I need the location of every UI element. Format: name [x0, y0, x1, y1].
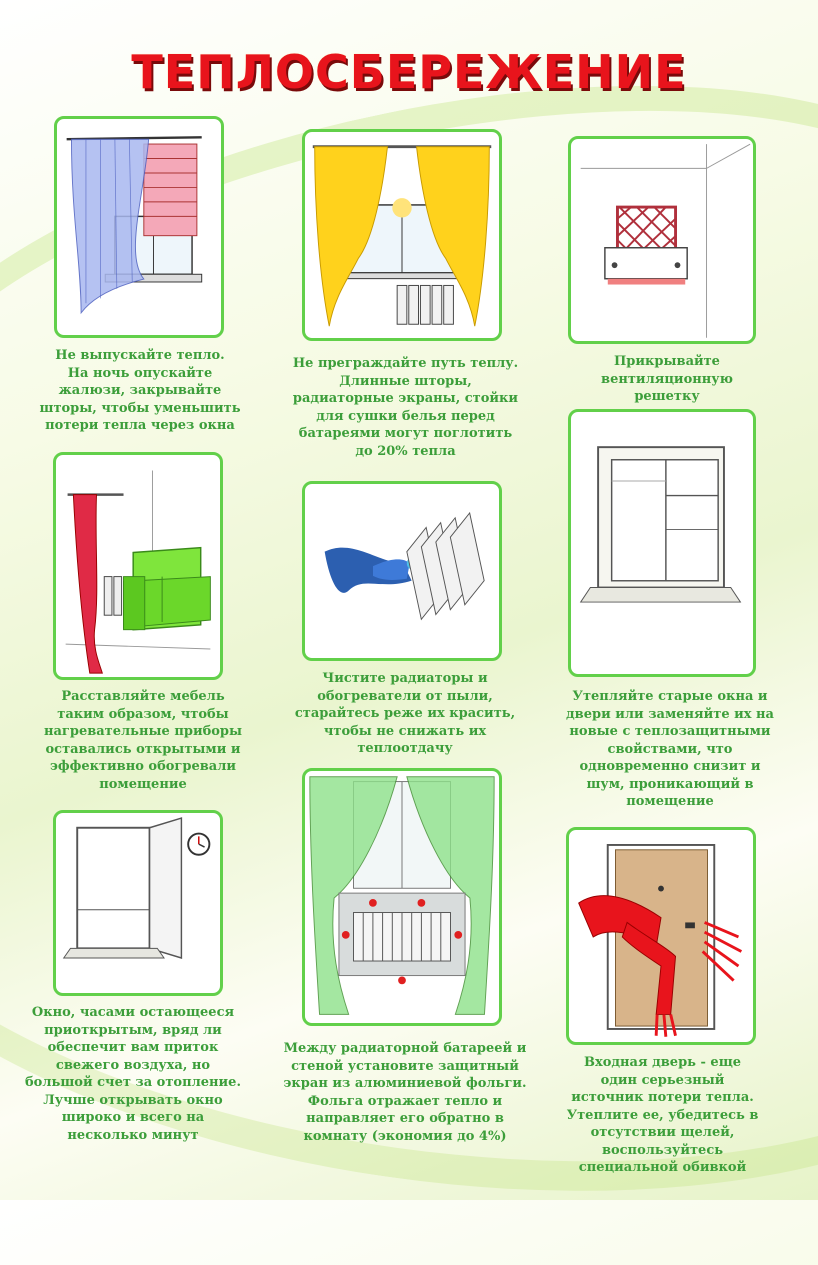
tip-caption [540, 688, 800, 811]
caption-line: Прикрывайте [614, 354, 720, 369]
foil-screen-illustration [305, 771, 499, 1023]
caption-line: таким образом, чтобы [57, 706, 229, 722]
caption-line: двери или заменяйте их на [566, 706, 774, 722]
caption-line: экран из алюминиевой фольги. [283, 1076, 527, 1091]
yellow-curtains-illustration [305, 132, 499, 338]
caption-line: нагревательные приборы [43, 724, 243, 739]
caption-line: Утеплите ее, убедитесь в [566, 1107, 759, 1123]
tip-caption [530, 1054, 795, 1177]
caption-line: вентиляционную [601, 371, 733, 387]
caption-line: один серьезный [600, 1072, 725, 1088]
caption-line: потери тепла через окна [45, 418, 235, 433]
illustration-card [54, 116, 224, 338]
door-scarf-illustration [569, 830, 753, 1042]
illustration-card [566, 827, 756, 1045]
illustration-card [302, 129, 502, 341]
caption-line: широко и всего на [61, 1110, 205, 1125]
caption-line: теплоотдачу [357, 741, 453, 756]
caption-line: большой счет за отопление. [25, 1075, 241, 1090]
caption-line: чтобы не снижать их [323, 723, 487, 739]
caption-line: направляет его обратно в [306, 1111, 504, 1126]
caption-line: батареями могут поглотить [298, 426, 513, 441]
caption-line: жалюзи, закрывайте [58, 383, 222, 398]
caption-line: новые с теплозащитными [569, 724, 771, 739]
tip-caption [572, 353, 762, 406]
caption-line: Входная дверь - еще [583, 1055, 742, 1070]
caption-line: приоткрытым, вряд ли [44, 1022, 222, 1038]
caption-line: обогреватели от пыли, [317, 688, 493, 704]
caption-line: свойствами, что [607, 741, 733, 757]
caption-line: источник потери тепла. [571, 1090, 754, 1105]
illustration-card [53, 810, 223, 996]
caption-line: специальной обивкой [578, 1160, 747, 1175]
caption-line: обеспечит вам приток [47, 1040, 219, 1055]
caption-line: воспользуйтесь [601, 1142, 724, 1158]
caption-line: отсутствии щелей, [590, 1125, 735, 1140]
caption-line: помещение [99, 776, 187, 792]
caption-line: несколько минут [67, 1127, 199, 1143]
caption-line: Лучше открывать окно [43, 1092, 223, 1108]
caption-line: до 20% тепла [355, 443, 456, 459]
illustration-card [53, 452, 223, 680]
tip-caption [258, 355, 553, 460]
caption-line: радиаторные экраны, стойки [292, 391, 519, 406]
illustration-card [302, 481, 502, 661]
caption-line: шторы, чтобы уменьшить [39, 400, 241, 416]
ventilation-grille-illustration [571, 139, 753, 341]
caption-line: свежего воздуха, но [55, 1057, 211, 1073]
caption-line: решетку [634, 389, 700, 404]
tip-caption [255, 1040, 555, 1145]
illustration-card [302, 768, 502, 1026]
cleaning-radiator-illustration [305, 484, 499, 658]
caption-line: помещение [626, 794, 714, 809]
caption-line: Фольга отражает тепло и [307, 1093, 503, 1109]
caption-line: На ночь опускайте [67, 365, 213, 381]
tip-caption [265, 670, 545, 758]
tip-caption [3, 1004, 263, 1144]
page-title: ТЕПЛОСБЕРЕЖЕНИЕ [131, 45, 687, 99]
illustration-card [568, 409, 756, 677]
caption-line: Расставляйте мебель [61, 689, 225, 704]
caption-line: Не выпускайте тепло. [55, 348, 225, 363]
caption-line: комнату (экономия до 4%) [303, 1128, 507, 1144]
caption-line: шум, проникающий в [586, 776, 754, 792]
caption-line: Между радиаторной батареей и [283, 1041, 527, 1056]
caption-line: эффективно обогревали [49, 759, 237, 774]
sofa-radiator-illustration [56, 455, 220, 677]
caption-line: одновременно снизит и [579, 759, 761, 774]
caption-line: Окно, часами остающееся [31, 1005, 235, 1020]
caption-line: стеной установите защитный [291, 1058, 519, 1074]
caption-line: Утепляйте старые окна и [572, 689, 768, 704]
open-window-clock-illustration [56, 813, 220, 993]
tip-caption [5, 347, 275, 435]
caption-line: Не преграждайте путь теплу. [292, 356, 519, 371]
illustration-card [568, 136, 756, 344]
window-blinds-illustration [57, 119, 221, 335]
caption-line: оставались открытыми и [45, 741, 241, 757]
caption-line: старайтесь реже их красить, [294, 706, 516, 721]
tip-caption [13, 688, 273, 793]
caption-line: Чистите радиаторы и [322, 671, 488, 686]
caption-line: для сушки белья перед [316, 408, 495, 424]
old-window-illustration [571, 412, 753, 674]
caption-line: Длинные шторы, [339, 373, 472, 389]
